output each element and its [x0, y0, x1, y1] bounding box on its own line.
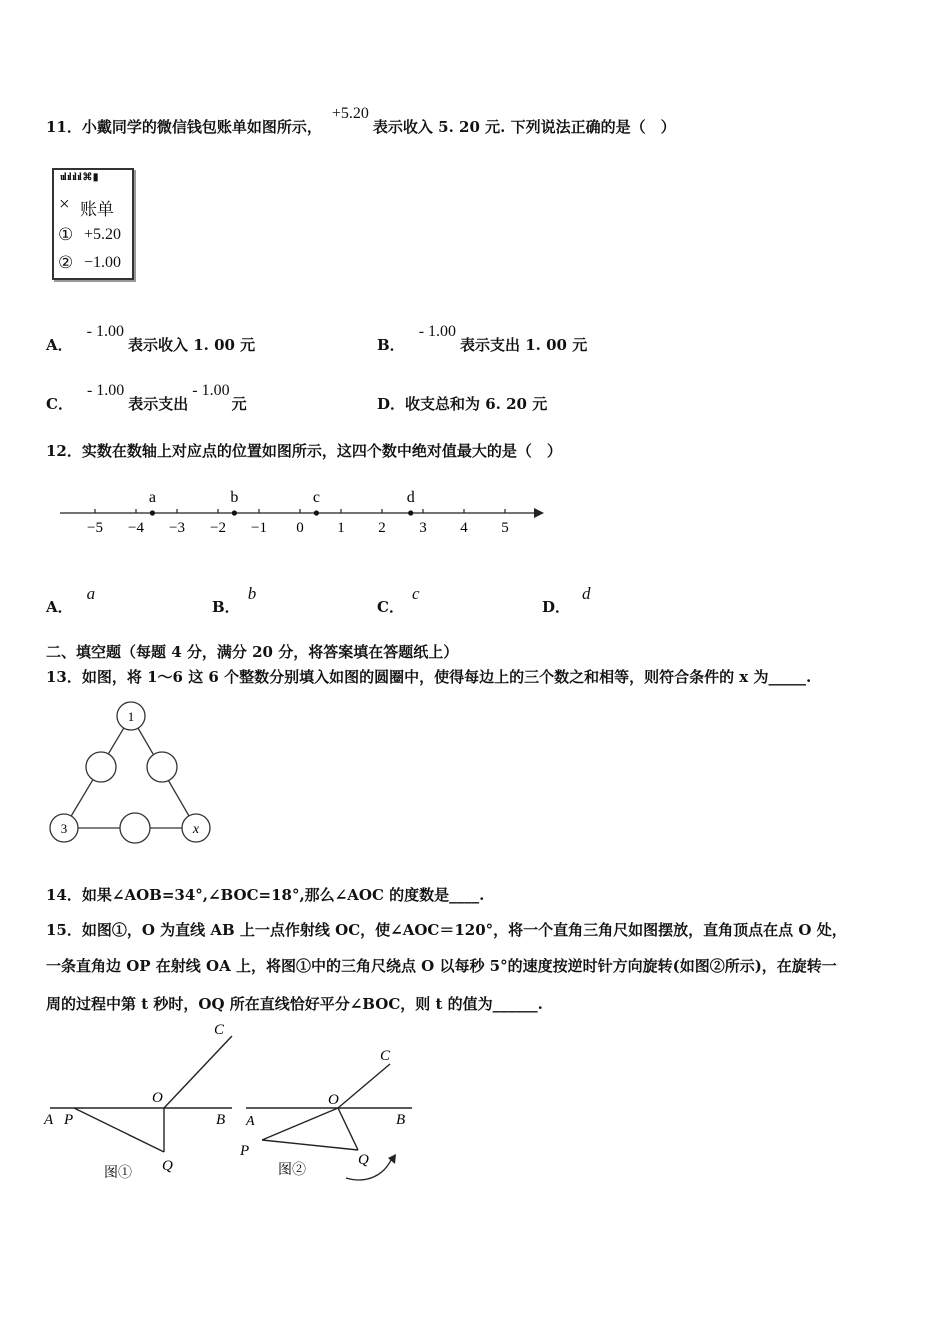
q12-option-d[interactable]	[542, 584, 591, 617]
option-text: 收支总和为 6. 20 元	[405, 395, 548, 413]
fig1-label-p: P	[64, 1112, 74, 1128]
q14-stem: 14．如果∠AOB=34°,∠BOC=18°,那么∠AOC 的度数是____.	[46, 886, 485, 904]
bill-row2-mark: ②	[58, 253, 74, 272]
q13-stem: 13．如图，将 1～6 这 6 个整数分别填入如图的圆圈中，使得每边上的三个数之和相等，则符合条件的 x 为_____.	[46, 668, 812, 686]
bill-title: 账单	[80, 200, 114, 219]
option-var: d	[582, 584, 591, 603]
number-line-tick-label: 1	[337, 520, 345, 536]
option-label: D．	[542, 598, 571, 616]
fig2-ray-oc	[338, 1064, 390, 1108]
number-line-tick-label: −2	[210, 520, 226, 536]
fig2-label-q: Q	[358, 1152, 369, 1168]
circle-bottom-right-label: x	[192, 822, 200, 837]
number-line-figure	[50, 484, 550, 544]
option-var: c	[411, 584, 420, 603]
option-label: D．	[377, 395, 406, 413]
option-var: a	[86, 584, 96, 603]
number-line-tick-label: 3	[419, 520, 427, 536]
circle-top-label: 1	[127, 709, 135, 724]
fig1-side-pq	[74, 1108, 164, 1152]
number-line-point-label-c: c	[312, 489, 320, 506]
fig2-caption: 图②	[278, 1163, 306, 1178]
fig1-label-q: Q	[162, 1158, 173, 1174]
q11-stem	[46, 105, 676, 137]
option-sup: - 1.00	[418, 323, 457, 340]
q11-option-b[interactable]	[377, 323, 588, 355]
q11-stem-post: 表示收入 5. 20 元. 下列说法正确的是（ ）	[372, 118, 676, 136]
fig2-label-a: A	[246, 1114, 255, 1129]
q15-line2: 一条直角边 OP 在射线 OA 上，将图①中的三角尺绕点 O 以每秒 5°的速度按逆时针方向旋转(如图②所示)，在旋转一	[46, 957, 837, 975]
fig2-side-oq	[338, 1108, 358, 1150]
option-label: A．	[46, 336, 73, 354]
triangle-circles-figure	[46, 700, 226, 850]
number-line-tick-label: 4	[460, 520, 468, 536]
number-line-point-label-b: b	[230, 489, 239, 506]
number-line-arrow-icon	[534, 508, 544, 518]
q11-stem-sup: +5.20	[331, 105, 369, 122]
number-line-tick-label: −3	[169, 520, 185, 536]
figure-1	[42, 1022, 242, 1192]
option-sup: - 1.00	[86, 382, 125, 399]
number-line-tick-label: −4	[128, 520, 144, 536]
q11-option-c[interactable]	[46, 382, 247, 414]
q12-option-b[interactable]	[212, 584, 257, 617]
rotation-arrow-icon	[346, 1158, 392, 1180]
number-line-point-b	[232, 510, 237, 515]
fig1-label-o: O	[152, 1090, 163, 1106]
bill-row2-value: −1.00	[84, 254, 122, 271]
q15-line3: 周的过程中第 t 秒时，OQ 所在直线恰好平分∠BOC，则 t 的值为______.	[46, 995, 543, 1013]
section-heading: 二、填空题（每题 4 分，满分 20 分，将答案填在答题纸上）	[46, 643, 459, 661]
option-label: C．	[46, 395, 73, 413]
fig2-label-p: P	[240, 1143, 250, 1159]
number-line-tick-label: 0	[296, 520, 304, 536]
option-text: 表示支出	[128, 395, 189, 413]
fig2-label-o: O	[328, 1092, 339, 1108]
wechat-bill-image	[52, 168, 134, 280]
q12-option-a[interactable]	[46, 584, 96, 617]
fig2-side-pq	[262, 1140, 358, 1150]
fig1-label-a: A	[44, 1112, 54, 1128]
fig2-label-b: B	[396, 1112, 406, 1128]
q11-option-d[interactable]	[377, 393, 547, 414]
option-sup: - 1.00	[192, 382, 230, 399]
option-label: B．	[212, 598, 240, 616]
circle-bottom-left-label: 3	[60, 821, 68, 836]
fig2-side-op	[262, 1108, 338, 1140]
number-line-point-d	[408, 510, 413, 515]
option-sup: - 1.00	[86, 323, 124, 340]
bill-row1-mark: ①	[58, 225, 74, 244]
q11-option-a[interactable]	[46, 323, 256, 355]
option-text: 元	[231, 395, 247, 413]
fig2-label-c: C	[380, 1048, 391, 1064]
option-text: 表示支出 1. 00 元	[460, 336, 588, 354]
number-line-point-label-d: d	[406, 489, 415, 506]
number-line-tick-label: −1	[251, 520, 267, 536]
figure-2	[240, 1022, 420, 1192]
bill-status-bar: ιıl ıl ıl ıl ⌘ ▮	[60, 172, 98, 183]
number-line-point-c	[314, 510, 319, 515]
circle-bottom-mid	[120, 813, 150, 843]
fig1-label-b: B	[216, 1112, 226, 1128]
number-line-tick-label: 2	[378, 520, 386, 536]
option-text: 表示收入 1. 00 元	[127, 336, 256, 354]
number-line-tick-label: −5	[87, 520, 103, 536]
number-line-point-label-a: a	[148, 489, 156, 506]
q12-option-c[interactable]	[377, 584, 420, 617]
bill-row1-value: +5.20	[84, 226, 122, 243]
fig1-caption: 图①	[104, 1166, 132, 1181]
fig1-ray-oc	[164, 1036, 232, 1108]
number-line-tick-label: 5	[501, 520, 509, 536]
number-line-point-a	[150, 510, 155, 515]
fig1-label-c: C	[214, 1022, 225, 1038]
option-var: b	[247, 584, 257, 603]
bill-close-icon: ×	[59, 194, 70, 215]
option-label: A．	[46, 598, 73, 616]
circle-mid-left	[86, 752, 116, 782]
option-label: B．	[377, 336, 405, 354]
q11-stem-pre: 11．小戴同学的微信钱包账单如图所示，	[46, 118, 322, 136]
q12-stem: 12．实数在数轴上对应点的位置如图所示，这四个数中绝对值最大的是（ ）	[46, 442, 562, 460]
option-label: C．	[377, 598, 404, 616]
q15-line1: 15．如图①，O 为直线 AB 上一点作射线 OC，使∠AOC＝120°，将一个直角三角尺如图摆放，直角顶点在点 O 处，	[46, 921, 847, 939]
circle-mid-right	[147, 752, 177, 782]
